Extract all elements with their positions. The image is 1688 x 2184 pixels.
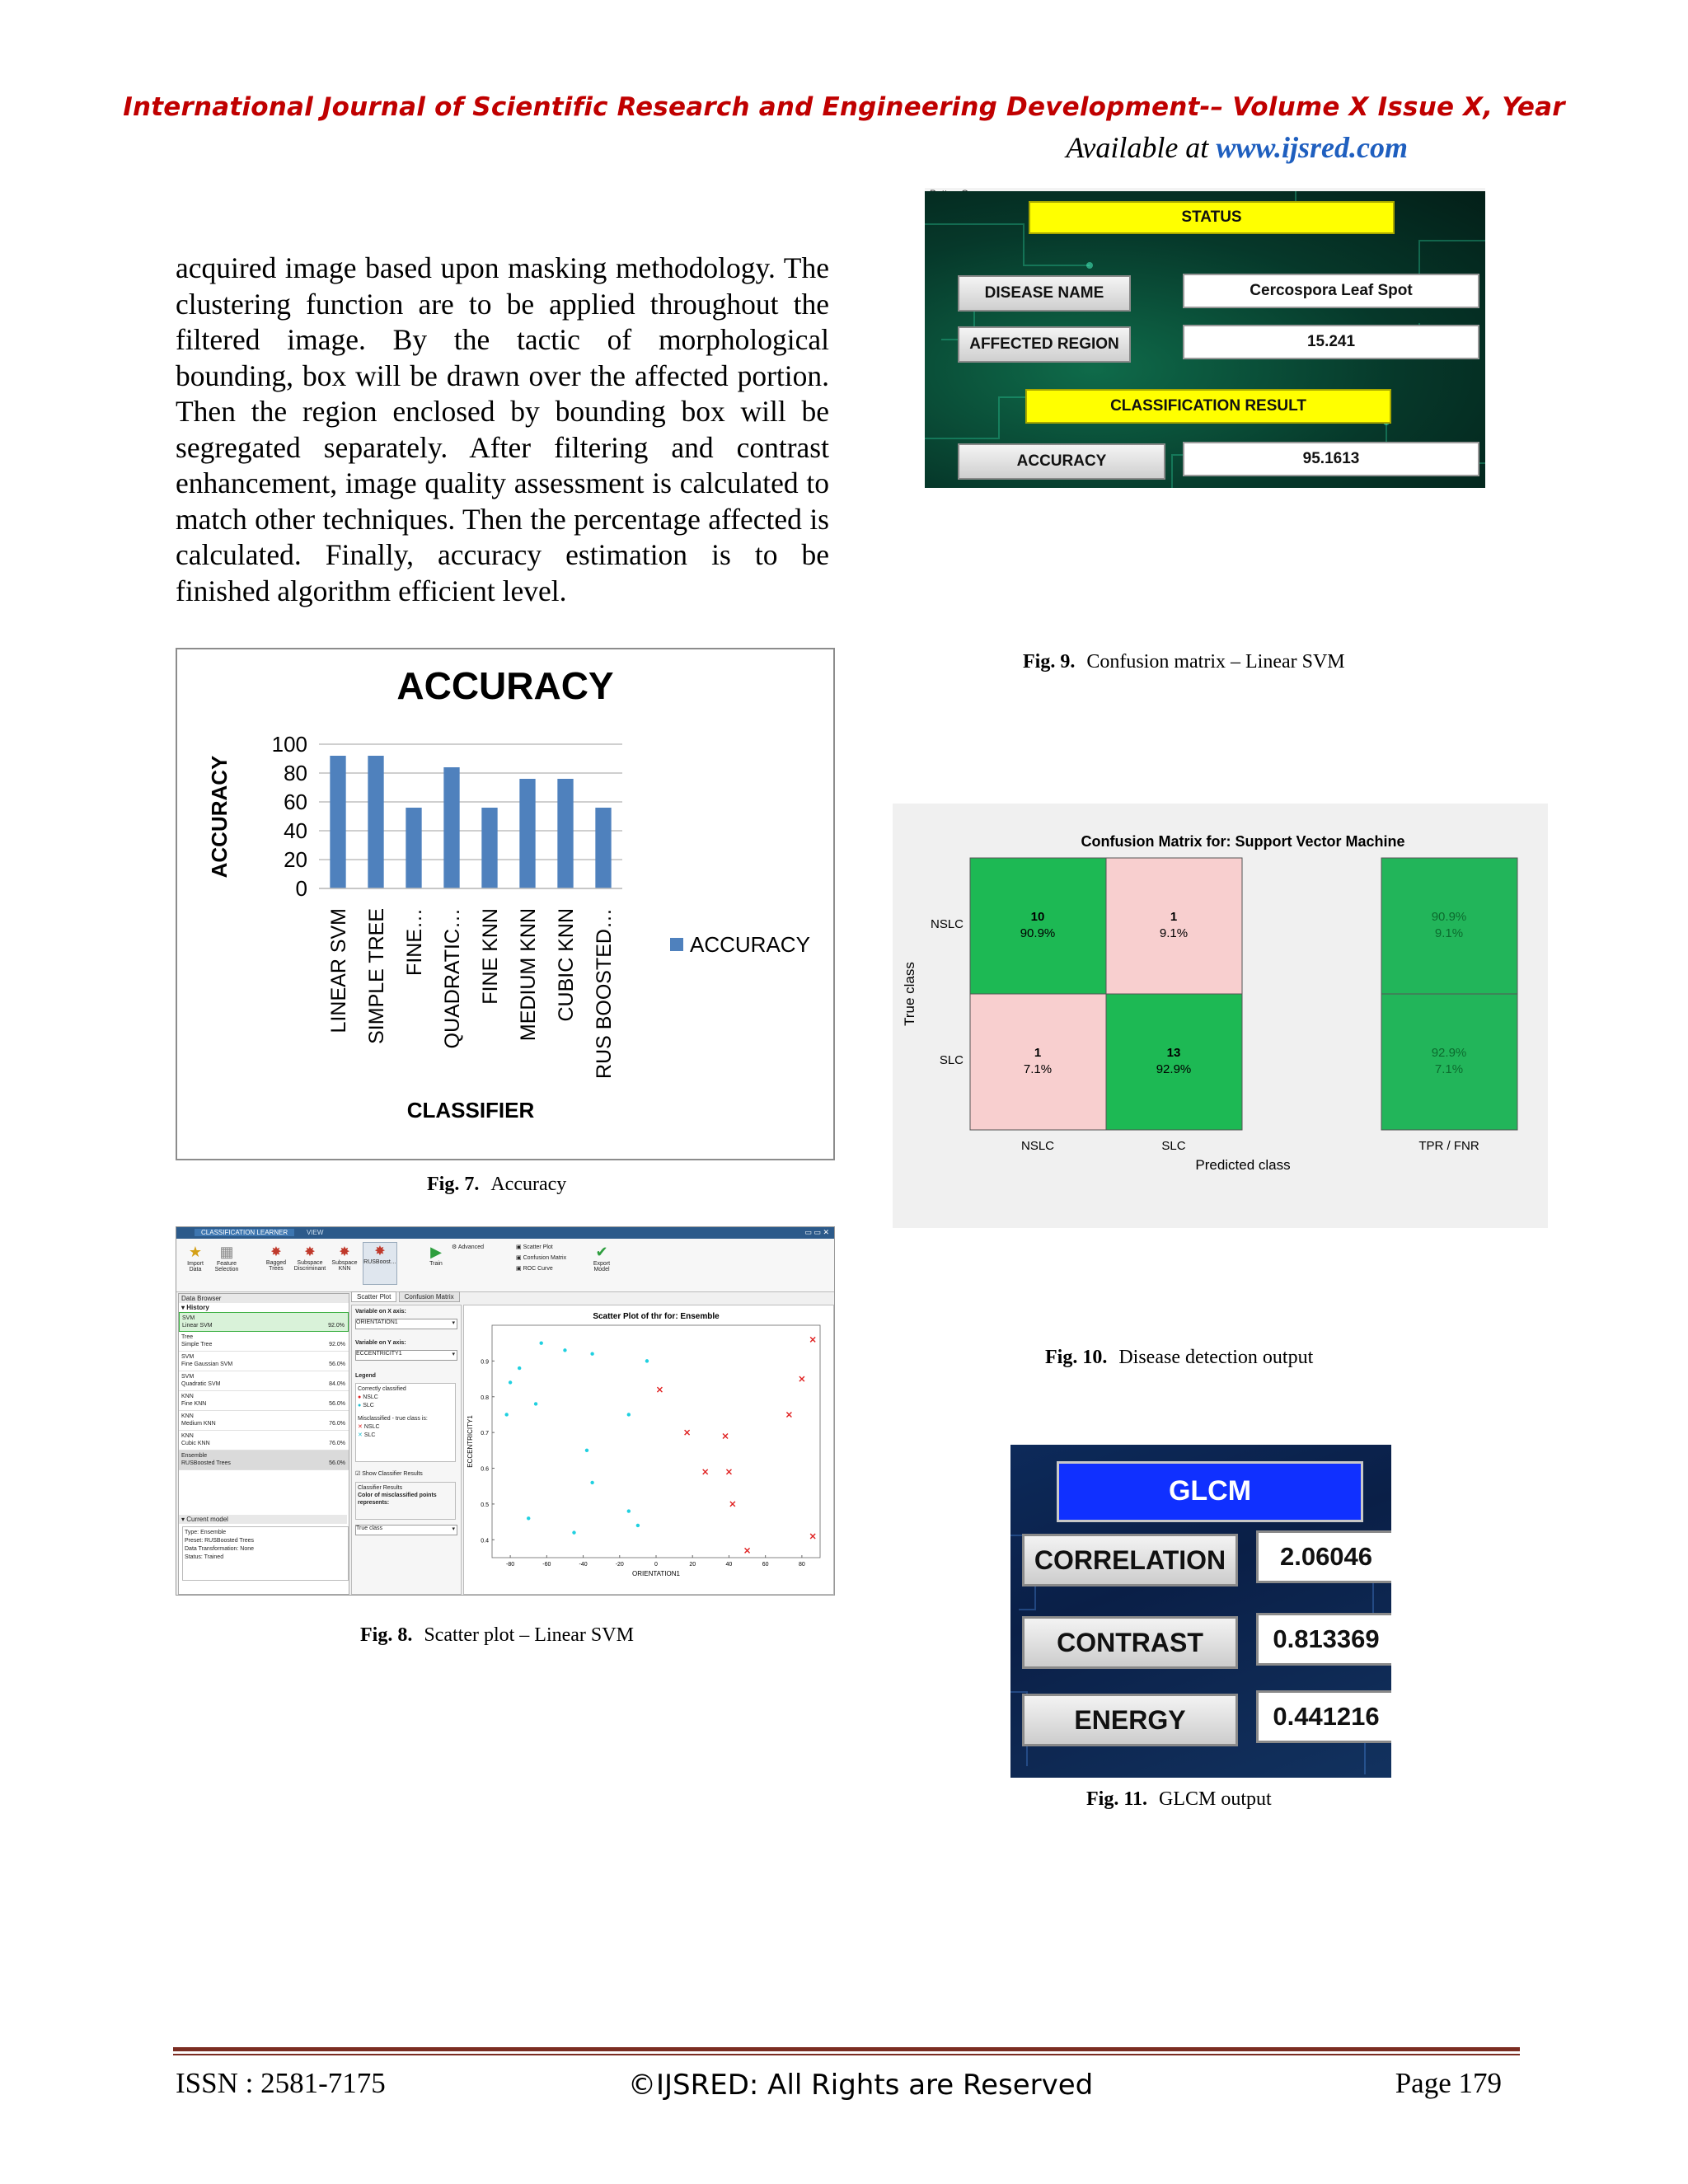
left-panel: [178, 1293, 349, 1595]
glcm-panel: [1010, 1445, 1391, 1778]
legend-label: ACCURACY: [690, 932, 810, 957]
cm-row-label: NSLC: [930, 917, 964, 931]
legend-swatch: [670, 938, 683, 951]
scatter-point-nslc: [726, 1469, 731, 1474]
accuracy-chart-svg: [177, 649, 833, 1159]
scatter-point-slc: [527, 1516, 530, 1520]
status-header: STATUS: [1029, 201, 1395, 234]
x-tick-label: -80: [506, 1562, 515, 1568]
cm-cell-count: 10: [1030, 910, 1045, 924]
model-accuracy: 84.0%: [329, 1381, 345, 1387]
feature-selection-icon: ▦: [219, 1244, 234, 1260]
model-history-item[interactable]: [179, 1352, 349, 1371]
scatter-point-slc: [572, 1530, 575, 1534]
contrast-field[interactable]: 0.813369: [1256, 1613, 1391, 1666]
feature-selection-button[interactable]: ▦ Feature Selection: [213, 1244, 241, 1272]
y-axis-label: Variable on Y axis:: [355, 1340, 406, 1346]
export-model-button[interactable]: ✔ Export Model: [585, 1244, 618, 1272]
dropdown-arrow-icon: ▾: [452, 1320, 455, 1326]
figure-11-text: GLCM output: [1159, 1788, 1272, 1810]
scatter-point-nslc: [685, 1430, 690, 1435]
show-results-checkbox[interactable]: ☑ Show Classifier Results: [355, 1471, 423, 1477]
footer-rule-thin: [173, 2054, 1520, 2055]
scatter-point-nslc: [786, 1412, 791, 1417]
y-tick-label: 100: [271, 732, 307, 757]
x-tick-label: -60: [542, 1562, 551, 1568]
gear-icon: ⚙: [452, 1244, 457, 1250]
tpr-value: 92.9%: [1431, 1046, 1467, 1060]
tab-confusion-matrix[interactable]: Confusion Matrix: [399, 1291, 460, 1302]
toolbar: [176, 1239, 835, 1292]
figure-7-text: Accuracy: [490, 1174, 567, 1195]
advanced-button[interactable]: ⚙ Advanced: [452, 1244, 484, 1250]
affected-region-field[interactable]: 15.241: [1183, 325, 1479, 359]
x-tick-label: SIMPLE TREE: [365, 908, 388, 1044]
train-button[interactable]: ▶ Train: [424, 1244, 448, 1267]
misclassified-label: Misclassified - true class is:: [358, 1416, 428, 1422]
color-select[interactable]: True class ▾: [355, 1525, 457, 1535]
scatter-point-slc: [534, 1402, 537, 1405]
bar: [519, 779, 535, 888]
current-model-header: ▾ Current model: [179, 1515, 347, 1524]
x-tick-label: QUADRATIC…: [441, 908, 464, 1049]
contrast-button[interactable]: CONTRAST: [1022, 1616, 1238, 1669]
x-axis-label: Variable on X axis:: [355, 1309, 406, 1315]
figure-7-number: Fig. 7.: [427, 1174, 480, 1195]
y-tick-label: 0.7: [481, 1431, 489, 1437]
scatter-title: Scatter Plot of thr for: Ensemble: [593, 1312, 720, 1321]
model-history-item[interactable]: [179, 1411, 349, 1431]
x-tick-label: -20: [615, 1562, 624, 1568]
bar: [481, 808, 497, 888]
x-axis-label: CLASSIFIER: [406, 1098, 535, 1122]
model-accuracy: 56.0%: [329, 1401, 345, 1407]
legend-box: [355, 1383, 456, 1462]
confusion-matrix-svg: [893, 804, 1548, 1228]
figure-7-caption: [427, 1174, 566, 1196]
bar: [330, 756, 345, 888]
current-model-status: Status: Trained: [185, 1554, 224, 1560]
plot-options-panel: [351, 1305, 462, 1595]
x-tick-label: 20: [689, 1562, 696, 1568]
scatter-point-nslc: [730, 1502, 735, 1507]
y-tick-label: 80: [284, 761, 307, 785]
available-prefix: Available at: [1066, 131, 1217, 164]
cm-cell-count: 1: [1034, 1046, 1042, 1060]
disease-name-field[interactable]: Cercospora Leaf Spot: [1183, 274, 1479, 308]
x-tick-label: RUS BOOSTED…: [593, 908, 616, 1079]
affected-region-button[interactable]: AFFECTED REGION: [958, 326, 1131, 363]
bar: [557, 779, 573, 888]
y-tick-label: 0.4: [481, 1538, 489, 1544]
tab-classification-learner[interactable]: CLASSIFICATION LEARNER: [195, 1229, 294, 1236]
chart-title: ACCURACY: [396, 664, 614, 707]
bar: [443, 767, 459, 888]
model-history-item[interactable]: [179, 1451, 349, 1470]
scatter-y-axis-label: ECCENTRICITY1: [467, 1415, 474, 1468]
x-tick-label: -40: [579, 1562, 588, 1568]
confusion-matrix-figure: [893, 804, 1548, 1228]
bar: [406, 808, 421, 888]
figure-8-caption: [360, 1624, 634, 1647]
import-data-icon: ★: [188, 1244, 203, 1260]
figure-11-number: Fig. 11.: [1086, 1788, 1148, 1810]
energy-field[interactable]: 0.441216: [1256, 1690, 1391, 1743]
scatter-point-slc: [563, 1348, 566, 1352]
checkmark-icon: ✔: [595, 1244, 608, 1260]
cm-col-label: NSLC: [1020, 1139, 1055, 1153]
current-model-details: [182, 1526, 349, 1581]
classifier-results-label: Classifier Results: [358, 1485, 403, 1491]
footer-page-number: Page 179: [1395, 2067, 1502, 2099]
scatter-plot-area: [463, 1305, 834, 1595]
legend-slc-wrong: ✕ SLC: [358, 1432, 376, 1438]
cm-title: Confusion Matrix for: Support Vector Machine: [1081, 833, 1405, 850]
model-name: Cubic KNN: [181, 1441, 210, 1446]
bagged-trees-button[interactable]: ✸ Bagged Trees: [262, 1244, 290, 1272]
glcm-title: GLCM: [1057, 1461, 1363, 1522]
data-browser-header: Data Browser: [179, 1294, 349, 1303]
model-group: KNN: [181, 1394, 194, 1399]
website-link[interactable]: www.ijsred.com: [1216, 131, 1408, 164]
x-tick-label: FINE…: [403, 908, 426, 976]
model-name: Linear SVM: [182, 1323, 213, 1329]
scatter-point-slc: [590, 1352, 593, 1356]
window-controls-icon[interactable]: ▭ ▭ ✕: [804, 1228, 829, 1236]
model-history-list: [179, 1312, 349, 1470]
model-accuracy: 76.0%: [329, 1421, 345, 1427]
y-tick-label: 40: [284, 818, 307, 843]
history-header: ▾ History: [181, 1304, 209, 1311]
model-accuracy: 92.0%: [329, 1342, 345, 1347]
y-tick-label: 0.6: [481, 1466, 489, 1473]
figure-9-caption: [1023, 651, 1345, 673]
legend-nslc-wrong: ✕ NSLC: [358, 1424, 380, 1430]
tab-view[interactable]: VIEW: [307, 1229, 324, 1236]
accuracy-button[interactable]: ACCURACY: [958, 443, 1165, 480]
model-name: Fine Gaussian SVM: [181, 1361, 233, 1367]
model-history-item[interactable]: [179, 1431, 349, 1451]
dropdown-arrow-icon: ▾: [452, 1352, 455, 1357]
model-group: KNN: [181, 1433, 194, 1439]
figure-9-number: Fig. 9.: [1023, 651, 1076, 673]
scatter-x-axis-label: ORIENTATION1: [632, 1570, 680, 1577]
footer-rule: [173, 2047, 1520, 2051]
legend-nslc-correct: ● NSLC: [358, 1394, 378, 1400]
bagged-trees-icon: ✸: [270, 1245, 282, 1259]
scatter-point-slc: [590, 1481, 593, 1484]
current-model-type: Type: Ensemble: [185, 1530, 227, 1535]
accuracy-field[interactable]: 95.1613: [1183, 442, 1479, 476]
cm-row-label: SLC: [939, 1053, 964, 1067]
model-group: SVM: [182, 1315, 195, 1321]
scatter-point-slc: [518, 1366, 521, 1370]
model-accuracy: 56.0%: [329, 1361, 345, 1367]
bar: [368, 756, 383, 888]
tpr-fnr-header: TPR / FNR: [1418, 1139, 1479, 1153]
scatter-point-nslc: [745, 1548, 750, 1553]
scatter-point-slc: [504, 1413, 508, 1416]
model-group: KNN: [181, 1413, 194, 1419]
train-play-icon: ▶: [430, 1244, 442, 1260]
subspace-knn-button[interactable]: ✸ Subspace KNN: [330, 1244, 359, 1272]
cm-cell-count: 13: [1166, 1046, 1181, 1060]
subspace-discriminant-icon: ✸: [304, 1245, 316, 1259]
color-represents-label: Color of misclassified points represents:: [358, 1493, 437, 1506]
x-tick-label: 60: [762, 1562, 769, 1568]
model-group: Ensemble: [181, 1453, 208, 1459]
model-name: RUSBoosted Trees: [181, 1460, 231, 1466]
model-history-item[interactable]: [179, 1371, 349, 1391]
model-group: Tree: [181, 1334, 194, 1340]
current-model-preset: Preset: RUSBoosted Trees: [185, 1538, 255, 1544]
y-tick-label: 0.9: [481, 1359, 489, 1366]
y-tick-label: 0.5: [481, 1502, 489, 1508]
y-axis-select[interactable]: ECCENTRICITY1 ▾: [355, 1350, 457, 1361]
legend-label: Legend: [355, 1373, 376, 1379]
cm-cell-percent: 92.9%: [1156, 1062, 1192, 1076]
model-name: Fine KNN: [181, 1401, 207, 1407]
scatter-plot-svg: [464, 1305, 832, 1592]
disease-name-button[interactable]: DISEASE NAME: [958, 275, 1131, 312]
subspace-knn-icon: ✸: [339, 1245, 350, 1259]
correlation-field[interactable]: 2.06046: [1256, 1530, 1391, 1583]
cm-col-label: SLC: [1161, 1139, 1186, 1153]
scatter-point-slc: [636, 1524, 640, 1527]
tpr-value: 90.9%: [1431, 910, 1467, 924]
scatter-point-nslc: [657, 1387, 662, 1392]
status-panel: [925, 191, 1485, 488]
body-paragraph: acquired image based upon masking methodology. The clustering function are to be applied throughout the filtered image. By the tactic of morphological bounding, box will be drawn over the affected portion. Then the region enclosed by bounding box will be segregated separately. After filtering and contrast enhancement, image quality assessment is calculated to match other techniques. Then the percentage affected is calculated. Finally, accuracy estimation is to be finished algorithm efficient level.: [176, 251, 829, 607]
correct-label: Correctly classified: [358, 1386, 406, 1392]
model-name: Quadratic SVM: [181, 1381, 221, 1387]
model-name: Simple Tree: [181, 1342, 213, 1347]
scatter-point-nslc: [799, 1376, 804, 1381]
cm-cell-percent: 7.1%: [1023, 1062, 1053, 1076]
y-tick-label: 0.8: [481, 1394, 489, 1401]
confusion-matrix-button[interactable]: ▣ Confusion Matrix: [516, 1255, 567, 1261]
x-tick-label: 0: [654, 1562, 658, 1568]
fnr-value: 7.1%: [1434, 1062, 1464, 1076]
scatter-point-slc: [645, 1359, 649, 1362]
model-history-item[interactable]: [179, 1312, 349, 1332]
cm-y-axis-label: True class: [902, 962, 917, 1026]
correlation-button[interactable]: CORRELATION: [1022, 1534, 1238, 1586]
energy-button[interactable]: ENERGY: [1022, 1694, 1238, 1746]
x-tick-label: 80: [798, 1562, 805, 1568]
model-accuracy: 92.0%: [328, 1323, 345, 1329]
model-group: SVM: [181, 1374, 195, 1380]
figure-10-caption: [1045, 1347, 1313, 1369]
y-tick-label: 0: [295, 876, 307, 901]
scatter-point-nslc: [723, 1433, 728, 1438]
figure-11-caption: [1086, 1788, 1272, 1811]
fnr-value: 9.1%: [1434, 926, 1464, 940]
rusboost-button[interactable]: ✸ RUSBoost…: [363, 1242, 397, 1285]
classification-result-header: CLASSIFICATION RESULT: [1025, 389, 1391, 424]
model-history-item[interactable]: [179, 1391, 349, 1411]
scatter-point-slc: [627, 1509, 631, 1512]
classification-learner-screenshot: [176, 1226, 835, 1596]
cm-x-axis-label: Predicted class: [1195, 1157, 1291, 1173]
x-tick-label: 40: [725, 1562, 733, 1568]
model-group: SVM: [181, 1354, 195, 1360]
figure-8-text: Scatter plot – Linear SVM: [424, 1624, 634, 1646]
scatter-point-slc: [585, 1449, 588, 1452]
x-axis-select[interactable]: ORIENTATION1 ▾: [355, 1319, 457, 1329]
figure-10-number: Fig. 10.: [1045, 1347, 1108, 1368]
scatter-plot-button[interactable]: ▣ Scatter Plot: [516, 1244, 553, 1250]
figure-10-text: Disease detection output: [1118, 1347, 1314, 1368]
figure-8-number: Fig. 8.: [360, 1624, 413, 1646]
y-axis-label: ACCURACY: [207, 755, 232, 879]
scatter-point-slc: [627, 1413, 631, 1416]
model-accuracy: 56.0%: [329, 1460, 345, 1466]
model-accuracy: 76.0%: [329, 1441, 345, 1446]
x-tick-label: CUBIC KNN: [555, 908, 578, 1022]
footer-issn: ISSN : 2581-7175: [176, 2067, 386, 2099]
y-tick-label: 20: [284, 847, 307, 872]
journal-title: International Journal of Scientific Research and Engineering Development-– Volume X Issue X, Year: [123, 92, 1565, 122]
x-tick-label: MEDIUM KNN: [517, 908, 540, 1042]
import-data-button[interactable]: ★ Import Data: [183, 1244, 208, 1272]
x-tick-label: LINEAR SVM: [327, 908, 350, 1033]
cm-cell-percent: 90.9%: [1020, 926, 1056, 940]
model-history-item[interactable]: [179, 1332, 349, 1352]
current-model-transformation: Data Transformation: None: [185, 1546, 255, 1552]
cm-cell-percent: 9.1%: [1159, 926, 1189, 940]
scatter-point-slc: [509, 1380, 512, 1384]
x-tick-label: FINE KNN: [479, 908, 502, 1005]
rusboost-icon: ✸: [374, 1244, 386, 1258]
classifier-results-box: [355, 1482, 456, 1520]
scatter-point-nslc: [810, 1534, 815, 1539]
cm-cell-count: 1: [1170, 910, 1178, 924]
scatter-point-nslc: [703, 1469, 708, 1474]
app-title-bar: [176, 1227, 835, 1239]
model-name: Medium KNN: [181, 1421, 216, 1427]
subspace-discriminant-button[interactable]: ✸ Subspace Discriminant: [293, 1245, 326, 1272]
roc-curve-button[interactable]: ▣ ROC Curve: [516, 1266, 553, 1272]
bar: [595, 808, 611, 888]
accuracy-chart: [176, 648, 835, 1160]
scatter-point-nslc: [810, 1337, 815, 1342]
figure-9-text: Confusion matrix – Linear SVM: [1086, 651, 1345, 673]
plot-buttons: [516, 1242, 566, 1274]
scatter-point-slc: [540, 1341, 543, 1344]
footer-copyright: ©IJSRED: All Rights are Reserved: [628, 2069, 1094, 2102]
tab-scatter-plot[interactable]: Scatter Plot: [351, 1291, 396, 1302]
legend-slc-correct: ● SLC: [358, 1403, 374, 1408]
plot-tabs: [351, 1293, 460, 1301]
dropdown-arrow-icon: ▾: [452, 1526, 455, 1532]
availability-line: [1066, 130, 1408, 165]
y-tick-label: 60: [284, 790, 307, 814]
scatter-axes-box: [492, 1325, 820, 1558]
